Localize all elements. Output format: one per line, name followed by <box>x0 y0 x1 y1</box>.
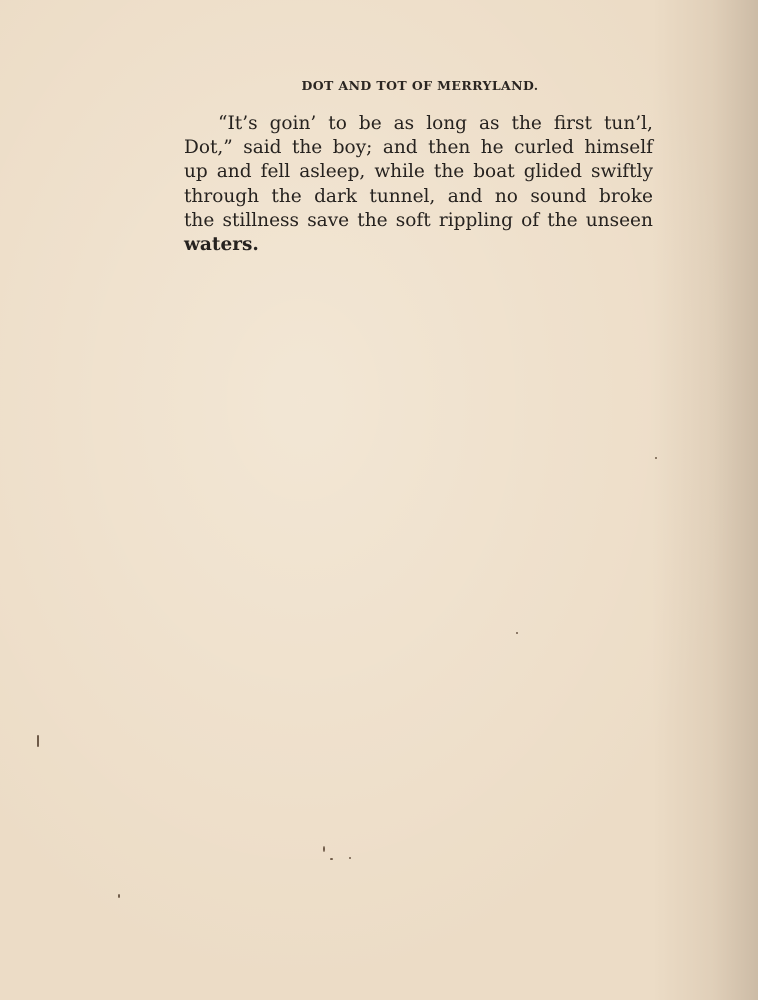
word: rippling <box>438 209 513 231</box>
word: then <box>428 137 471 159</box>
word: the <box>184 209 215 231</box>
word: stillness <box>222 209 300 231</box>
word: goin’ <box>269 113 317 134</box>
text-line-1 <box>184 112 653 136</box>
word: tunnel, <box>369 185 436 207</box>
word: long <box>426 113 467 134</box>
word: to <box>328 113 347 134</box>
word: up <box>184 161 208 183</box>
text-line-3 <box>184 160 653 184</box>
word: curled <box>514 137 574 159</box>
word: glided <box>523 161 582 183</box>
word: fell <box>260 161 291 183</box>
paper-speck <box>118 894 120 898</box>
word: as <box>479 113 500 134</box>
word: swiftly <box>591 161 653 183</box>
word: the <box>433 161 465 183</box>
word: the <box>511 113 542 134</box>
word: and <box>382 137 418 159</box>
paper-speck <box>323 846 325 852</box>
paragraph <box>184 112 653 257</box>
word: asleep, <box>299 161 366 183</box>
text-line-5 <box>184 209 653 233</box>
word: boy; <box>332 137 373 159</box>
word: “It’s <box>218 113 258 134</box>
word: save <box>307 209 350 231</box>
word: through <box>184 185 260 207</box>
word: of <box>521 209 540 231</box>
word: the <box>547 209 578 231</box>
word: dark <box>314 185 358 207</box>
word: and <box>447 185 483 207</box>
word: waters. <box>184 234 259 256</box>
paper-speck <box>655 457 657 459</box>
word: said <box>243 137 282 159</box>
word: and <box>216 161 252 183</box>
word: Dot,” <box>184 137 233 159</box>
word: first <box>553 113 592 134</box>
word: be <box>358 113 382 134</box>
text-line-6 <box>184 233 653 257</box>
paper-speck <box>349 857 351 859</box>
paper-speck <box>330 858 333 860</box>
word: tun’l, <box>603 113 653 134</box>
paper-speck <box>516 632 518 634</box>
word: unseen <box>585 209 653 231</box>
word: broke <box>599 185 653 207</box>
word: soft <box>395 209 431 231</box>
running-head: DOT AND TOT OF MERRYLAND. <box>301 78 539 93</box>
word: sound <box>530 185 587 207</box>
word: boat <box>473 161 515 183</box>
paper-speck <box>37 735 39 747</box>
word: he <box>480 137 504 159</box>
word: as <box>393 113 415 134</box>
word: while <box>374 161 425 183</box>
word: the <box>357 209 388 231</box>
word: himself <box>584 137 653 159</box>
text-line-2 <box>184 136 653 160</box>
word: the <box>291 137 323 159</box>
text-line-4 <box>184 185 653 209</box>
word: no <box>494 185 518 207</box>
word: the <box>271 185 302 207</box>
